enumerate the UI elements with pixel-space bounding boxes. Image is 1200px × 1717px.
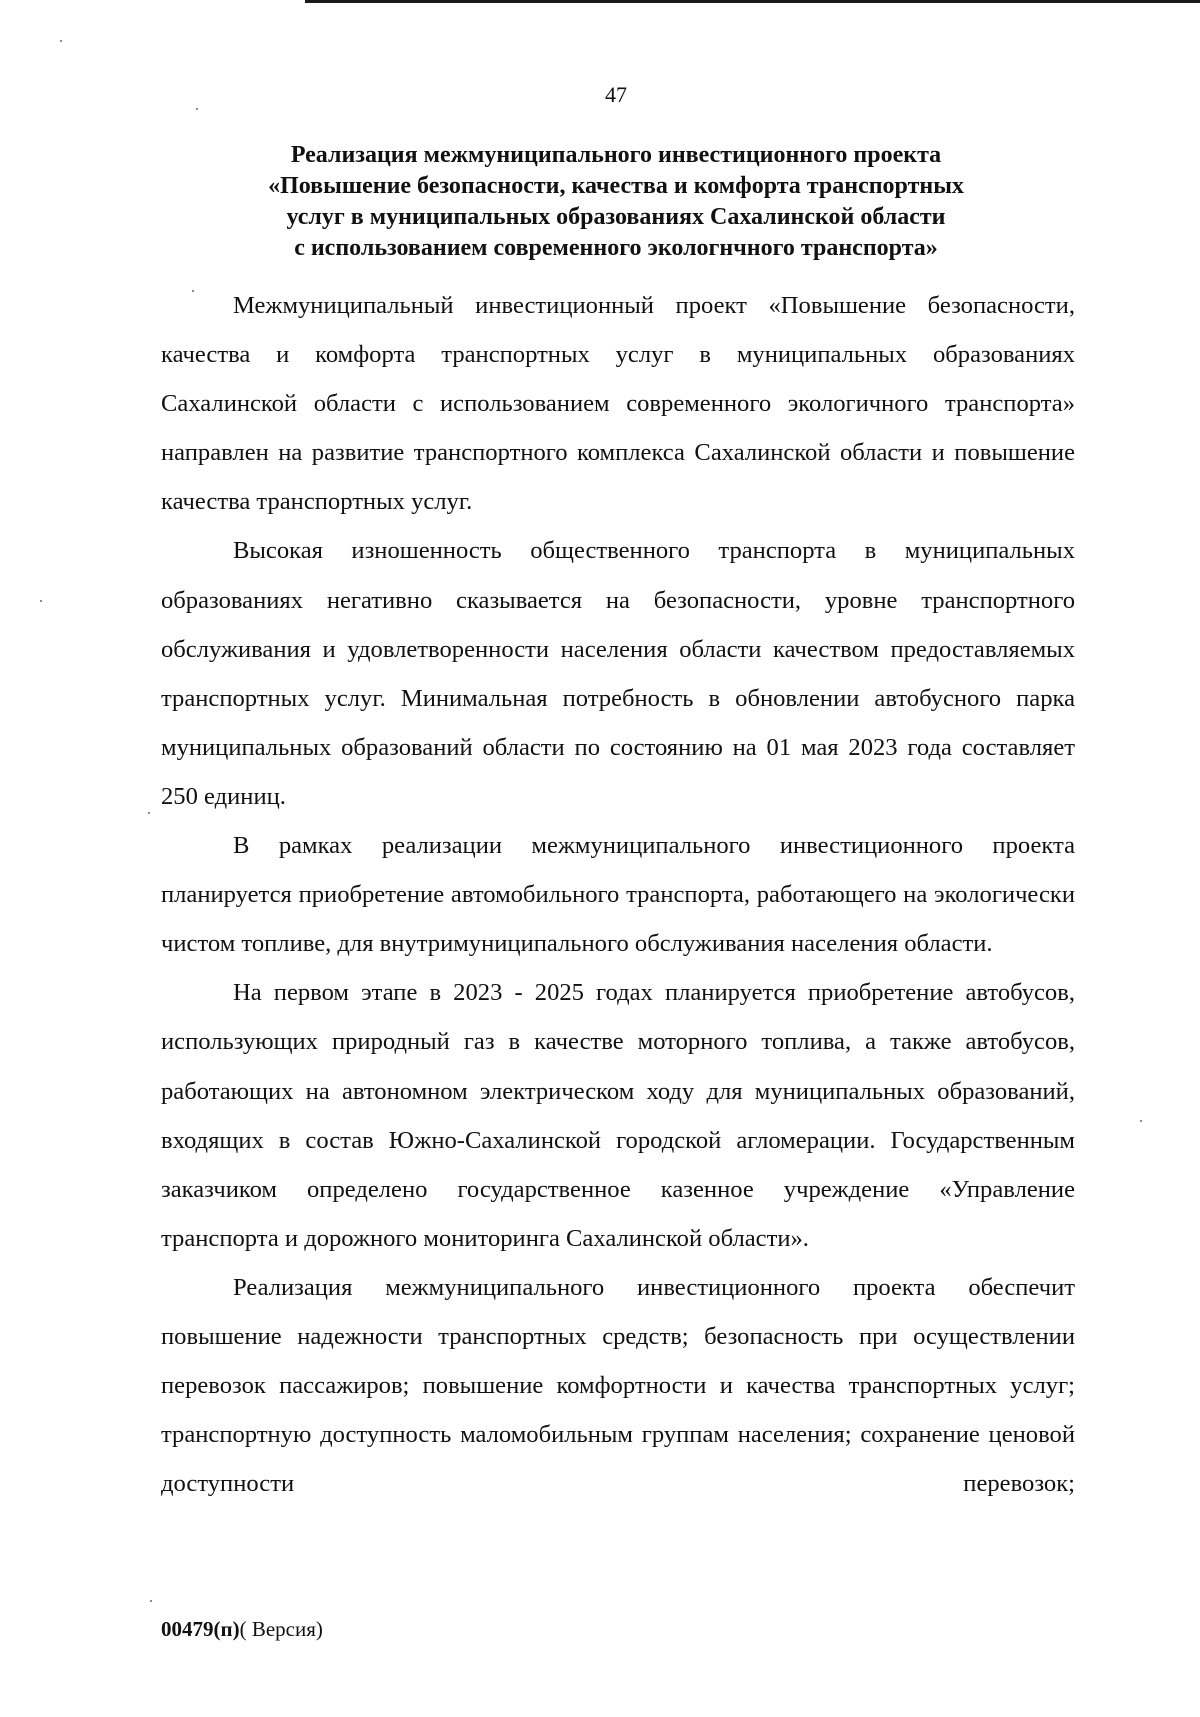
scan-speck — [60, 40, 62, 42]
scan-speck — [196, 108, 198, 110]
paragraph: На первом этапе в 2023 - 2025 годах планируется приобретение автобусов, использующих природный газ в качестве моторного топлива, а также автобусов, работающих на автономном электрическом ходу для муниципальных образований, входящих в состав Южно-Сахалинской городской агломерации. Государственным заказчиком определено государственное казенное учреждение «Управление транспорта и дорожного мониторинга Сахалинской области». — [161, 979, 1075, 1252]
scan-speck — [40, 600, 42, 602]
paragraph: Реализация межмуниципального инвестиционного проекта обеспечит повышение надежности транспортных средств; безопасность при осуществлении перевозок пассажиров; повышение комфортности и качества транспортных услуг; транспортную доступность маломобильным группам населения; сохранение ценовой доступности перевозок; — [161, 1273, 1075, 1498]
paragraph: Межмуниципальный инвестиционный проект «Повышение безопасности, качества и комфорта транспортных услуг в муниципальных образованиях Сахалинской области с использованием современного экологичного транспорта» направлен на развитие транспортного комплекса Сахалинской области и повышение качества транспортных услуг. — [161, 292, 1075, 516]
scan-speck — [1140, 1120, 1142, 1122]
title-line: услуг в муниципальных образованиях Сахалинской области — [286, 204, 946, 230]
scan-speck — [150, 1600, 152, 1602]
title-line: с использованием современного экологнчного транспорта» — [294, 235, 938, 261]
title-line: «Повышение безопасности, качества и комфорта транспортных — [268, 173, 964, 199]
paragraph: Высокая изношенность общественного транспорта в муниципальных образованиях негативно сказывается на безопасности, уровне транспортного обслуживания и удовлетворенности населения области качеством предоставляемых транспортных услуг. Минимальная потребность в обновлении автобусного парка муниципальных образований области по состоянию на 01 мая 2023 года составляет 250 единиц. — [161, 537, 1075, 810]
top-border-line — [305, 0, 1200, 3]
document-version: ( Версия) — [239, 1617, 323, 1641]
paragraph: В рамках реализации межмуниципального инвестиционного проекта планируется приобретение автомобильного транспорта, работающего на экологически чистом топливе, для внутримуниципального обслуживания населения области. — [161, 832, 1075, 958]
page-number: 47 — [605, 82, 627, 107]
document-code: 00479(п) — [161, 1617, 240, 1641]
title-line: Реализация межмуниципального инвестиционного проекта — [290, 142, 942, 168]
document-body — [161, 281, 1075, 1508]
scan-speck — [148, 812, 150, 814]
document-footer — [161, 1617, 323, 1642]
document-title — [160, 140, 1072, 264]
